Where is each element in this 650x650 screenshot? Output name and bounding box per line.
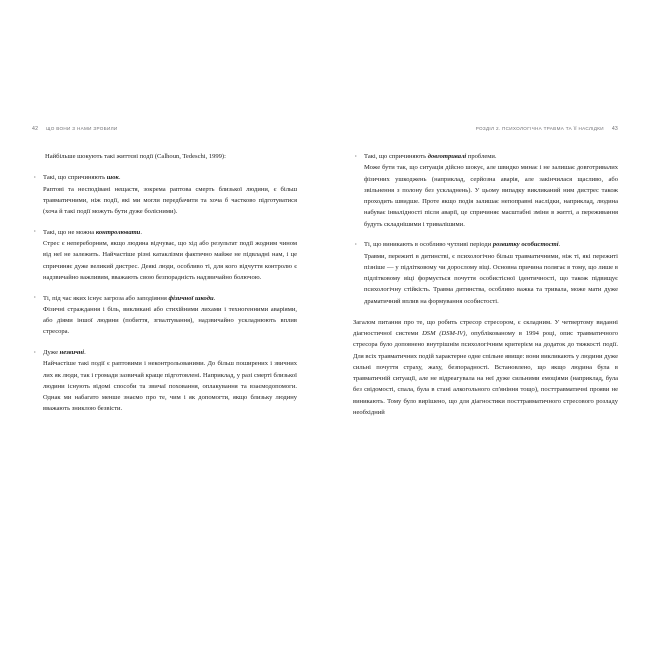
closing-part-1: Загалом питання про те, що робить стресор стресором, є складним. У четвертому виданні діагностичної системи (353, 318, 618, 337)
left-text-column (32, 151, 297, 415)
running-title-right: РОЗДІЛ 2. ПСИХОЛОГІЧНА ТРАВМА ТА ЇЇ НАСЛІДКИ (475, 126, 604, 131)
bullet-lead-suffix: . (84, 349, 86, 356)
bullet-emphasis: контролювати (95, 228, 141, 236)
spacer (353, 307, 618, 317)
bullet-emphasis: шок (106, 174, 119, 182)
list-item (353, 151, 618, 230)
bullet-lead (364, 151, 618, 162)
bullet-body: Раптові та несподівані нещастя, зокрема раптова смерть близької людини, є більш травматичними, ніж події, які ми могли передбачити та хоча б частково підготуватися (хоча й такі події можуть бути дуже болісними). (43, 185, 297, 215)
left-page (0, 126, 325, 650)
list-item (353, 239, 618, 307)
bullet-lead-prefix: Дуже (43, 349, 60, 356)
closing-part-2: , опублікованому в 1994 році, опис травматичного стресора було доповнено внутрішнім психологічним критерієм на додаток до тяжкості події. Для всіх травматичних подій характерне одне спільне явище: вони викликають у людини дуже сильні почуття страху, жаху, безпорадності. Встановлено, що якщо людина була в травматичній ситуації, але не відреагувала на неї дуже сильними емоціями (наприклад, була без свідомості, спала, була в стані алкогольного сп'яніння тощо), посттравматичні прояви не виникають. Тому було вирішено, що для діагностики посттравматичного стресового розладу необхідний (353, 330, 618, 416)
right-bullet-list (353, 151, 618, 307)
page-number-right: 43 (611, 126, 618, 132)
running-title-left: ЩО ВОНИ З НАМИ ЗРОБИЛИ (46, 126, 118, 131)
bullet-lead-prefix: Ті, що виникають в особливо чутливі періоди (364, 241, 493, 249)
spacer (32, 162, 297, 172)
bullet-lead-prefix: Ті, під час яких існує загроза або заподіяння (43, 294, 169, 302)
bullet-emphasis: фізичної шкоди (168, 294, 214, 302)
bullet-lead (43, 347, 297, 358)
bullet-lead-prefix: Такі, що не можна (43, 228, 96, 236)
running-head-left (32, 126, 297, 135)
bullet-lead-prefix: Такі, що спричиняють (364, 153, 428, 160)
bullet-body: Стрес є непереборним, якщо людина відчуває, що хід або результат події жодним чином від неї не залежить. Найчастіше різні катаклізми фактично майже не підвладні нам, і це спричиняє дуже великий дистрес. Деякі люди, особливо ті, для кого відчуття контролю є надзвичайно важливим, вважають свою безпорадність надзвичайно болючою. (43, 240, 297, 281)
bullet-body: Найчастіше такі події є раптовими і неконтрольованими. До більш поширених і звичних лих як люди, так і громади зазвичай краще підготовлені. Наприклад, у разі смерті близької людини існують відомі способи та звичаї поховання, оплакування та взаємодопомоги. Однак ми набагато менше знаємо про те, чим і як допомогти, якщо близьку людину вважають зниклою безвісти. (43, 360, 297, 413)
closing-paragraph (353, 317, 618, 418)
bullet-lead (364, 239, 618, 250)
bullet-lead-suffix: . (213, 294, 216, 302)
running-head-right (353, 126, 618, 135)
left-bullet-list (32, 172, 297, 414)
bullet-emphasis: незвичні (59, 349, 85, 356)
list-item (32, 227, 297, 283)
bullet-emphasis: розвитку особистості (492, 241, 559, 249)
bullet-emphasis: довготривалі (427, 153, 467, 160)
bullet-body: Травми, пережиті в дитинстві, є психологічно більш травматичними, ніж ті, які пережиті пізніше — у підлітковому чи дорослому віці. Основна причина полягає в тому, що лише в підлітковому віці формується почуття особистісної ідентичності, що також підвищує психологічну стійкість. Травма дитинства, особливо важка та тривала, може мати дуже драматичний вплив на формування особистості. (364, 252, 618, 305)
bullet-lead-prefix: Такі, що спричиняють (43, 174, 107, 182)
list-item (32, 347, 297, 415)
bullet-lead (43, 293, 297, 304)
list-item (32, 293, 297, 338)
right-page (325, 126, 650, 650)
bullet-lead-suffix: . (140, 228, 142, 236)
dsm-reference: DSM (DSM-IV) (422, 330, 466, 337)
bullet-lead (43, 227, 297, 238)
bullet-body: Може бути так, що ситуація дійсно шокує, але швидко минає і не залишає довготривалих фізичних ушкоджень (наприклад, серйозна аварія, але закінчилася щасливо, або звільнення з полону без ускладнень). У цьому випадку викликаний ним дистрес також проходить швидше. Проте якщо подія залишає непоправні наслідки, наприклад, людина набуває інвалідності після аварії, це спричиняє масштабні зміни в житті, а переживання будуть складнішими і тривалішими. (364, 164, 618, 228)
page-number-left: 42 (32, 126, 39, 132)
bullet-lead-suffix: . (558, 241, 561, 249)
bullet-lead-suffix: . (118, 174, 121, 182)
bullet-lead-suffix: проблеми. (466, 153, 497, 160)
list-item (32, 172, 297, 217)
right-text-column (353, 151, 618, 418)
bullet-lead (43, 172, 297, 183)
intro-paragraph: Найбільше шокують такі життєві події (Calhoun, Tedeschi, 1999): (45, 153, 226, 160)
bullet-body: Фізичні страждання і біль, викликані або стихійними лихами і техногенними аваріями, або діями іншої людини (побиття, згвалтування), надзвичайно ускладнюють вплив стресора. (43, 305, 297, 336)
